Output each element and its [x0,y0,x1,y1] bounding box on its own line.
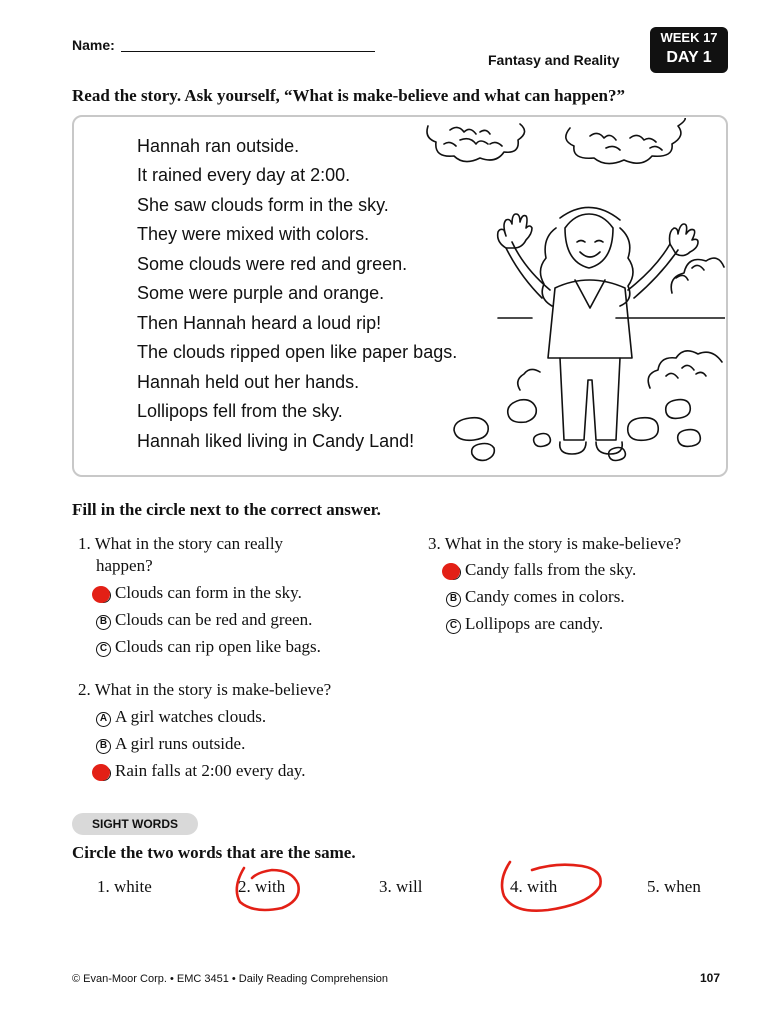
option-text: Rain falls at 2:00 every day. [115,761,306,780]
week-badge [650,27,728,73]
week-label: WEEK 17 [660,30,718,45]
sight-word-1[interactable] [97,877,152,897]
filled-bubble-mark [442,563,460,580]
option-text: Lollipops are candy. [465,614,604,633]
bush-icon [648,351,722,388]
face [565,214,613,268]
word-text: with [255,877,286,896]
story-line: Then Hannah heard a loud rip! [137,313,382,333]
story-instruction: Read the story. Ask yourself, “What is make-believe and what can happen?” [72,86,626,105]
day-label: DAY 1 [666,49,712,66]
hand-drawn-circle-icon [494,856,606,918]
answer-option-1b[interactable] [96,610,312,630]
filled-bubble-mark [92,586,110,603]
sight-word-3[interactable] [379,877,422,897]
hand-left-icon [498,214,532,248]
option-bubble-b[interactable]: B [96,615,111,630]
answer-option-3a[interactable] [446,560,636,580]
word-text: with [527,877,558,896]
answer-option-2c[interactable] [96,761,306,781]
page-number: 107 [700,971,721,985]
question-number: 3. [428,534,441,553]
story-line: They were mixed with colors. [137,224,370,244]
answer-option-3c[interactable] [446,614,603,634]
option-bubble-c[interactable]: C [446,619,461,634]
question-1-text [78,534,283,554]
hand-drawn-circle-icon [228,858,308,918]
question-line: What in the story is make-believe? [444,534,682,553]
girl-illustration [420,118,725,470]
question-line: What in the story is make-believe? [94,680,332,699]
word-text: white [114,877,152,896]
hand-right-icon [670,224,699,256]
sight-word-5[interactable] [647,877,701,897]
story-line: She saw clouds form in the sky. [137,195,389,215]
word-number: 5. [647,877,660,896]
word-number: 3. [379,877,392,896]
word-text: will [396,877,423,896]
question-line: What in the story can really [94,534,284,553]
option-text: Clouds can form in the sky. [115,583,302,602]
option-text: Candy comes in colors. [465,587,625,606]
word-number: 2. [238,877,251,896]
answer-option-1c[interactable] [96,637,321,657]
option-text: Candy falls from the sky. [465,560,637,579]
story-line: Hannah held out her hands. [137,372,360,392]
story-line: Hannah liked living in Candy Land! [137,431,415,451]
question-2-text [78,680,331,700]
option-text: A girl runs outside. [115,734,246,753]
cloud-left-icon [427,124,525,162]
story-line: The clouds ripped open like paper bags. [137,342,458,362]
word-text: when [664,877,701,896]
option-bubble-b[interactable]: B [96,739,111,754]
answers-instruction: Fill in the circle next to the correct answer. [72,500,381,519]
sweater [548,280,632,358]
story-line: Some were purple and orange. [137,283,385,303]
option-bubble-b[interactable]: B [446,592,461,607]
sight-instruction: Circle the two words that are the same. [72,843,356,862]
footer-credit: © Evan-Moor Corp. • EMC 3451 • Daily Reading Comprehension [72,973,389,985]
story-line: It rained every day at 2:00. [137,165,351,185]
question-number: 1. [78,534,91,553]
question-number: 2. [78,680,91,699]
word-number: 4. [510,877,523,896]
story-line: Some clouds were red and green. [137,254,408,274]
question-line-2: happen? [96,556,153,575]
option-text: Clouds can be red and green. [115,610,313,629]
cloud-right-icon [566,118,685,164]
answer-option-3b[interactable] [446,587,625,607]
story-line: Lollipops fell from the sky. [137,401,343,421]
option-bubble-a[interactable]: A [96,712,111,727]
answer-option-1a[interactable] [96,583,302,603]
name-label: Name: [72,37,115,53]
story-line: Hannah ran outside. [137,136,300,156]
option-text: A girl watches clouds. [115,707,267,726]
answer-option-2a[interactable] [96,707,266,727]
option-bubble-c[interactable]: C [96,642,111,657]
filled-bubble-mark [92,764,110,781]
name-line [121,51,375,52]
option-text: Clouds can rip open like bags. [115,637,321,656]
sight-words-label: SIGHT WORDS [72,813,198,835]
topic-title: Fantasy and Reality [488,52,620,68]
answer-option-2b[interactable] [96,734,245,754]
word-number: 1. [97,877,110,896]
question-3-text [428,534,681,554]
